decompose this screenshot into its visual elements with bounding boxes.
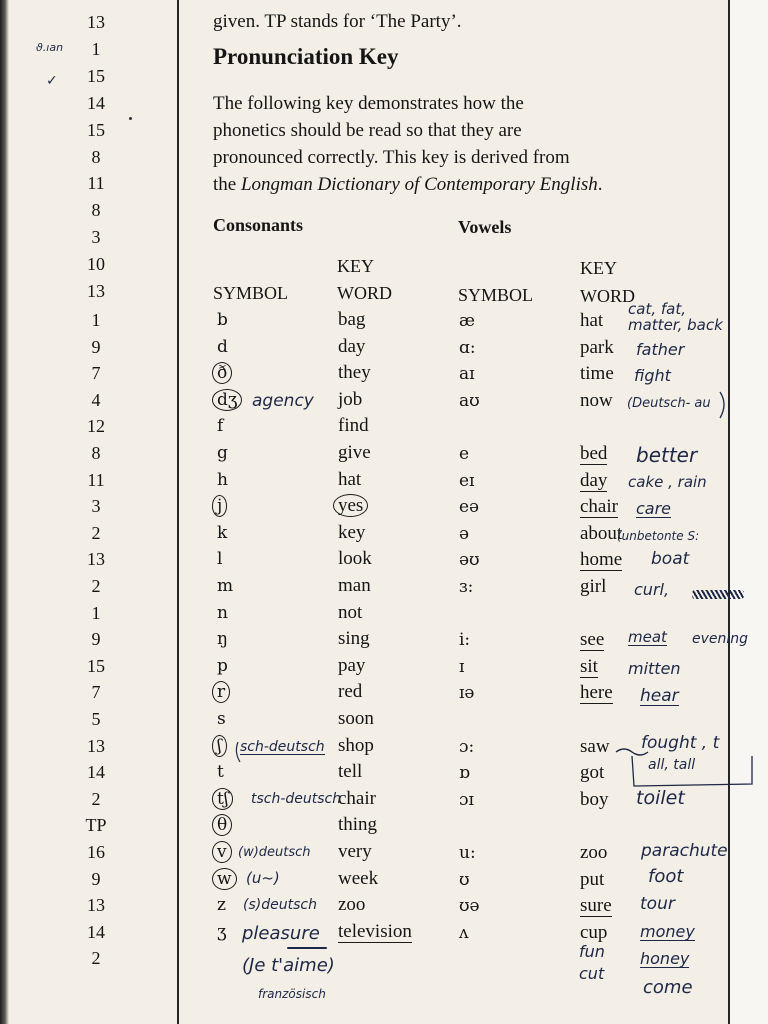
margin-number: 2 — [91, 948, 101, 969]
margin-number: 7 — [91, 363, 101, 384]
vowel-symbol — [459, 550, 480, 570]
consonant-symbol — [217, 762, 224, 782]
consonant-symbol — [217, 869, 237, 889]
vowel-symbol — [459, 338, 476, 358]
vowel-key-word — [580, 630, 604, 650]
vowel-symbol — [459, 737, 474, 757]
vowel-symbol-text: ɜ: — [459, 577, 474, 597]
margin-number: 14 — [87, 762, 105, 783]
margin-number: 2 — [91, 576, 101, 596]
note-parachute: parachute — [641, 841, 728, 861]
margin-number: 10 — [87, 254, 105, 275]
consonant-key-word — [338, 762, 362, 782]
consonants-symbol-header: SYMBOL — [213, 283, 289, 303]
consonant-key-word-text: bag — [338, 309, 366, 330]
vowel-symbol-text: u: — [459, 843, 476, 863]
vowel-symbol — [459, 364, 475, 384]
margin-number: 8 — [91, 200, 101, 221]
consonant-key-word — [338, 895, 365, 915]
note-money: money — [640, 922, 695, 941]
consonant-key-word-text: very — [338, 841, 372, 862]
vowel-symbol-text: ʌ — [459, 922, 469, 943]
consonant-symbol-text: r — [212, 681, 230, 703]
consonant-key-word-text: zoo — [338, 894, 366, 916]
margin-number: 12 — [87, 416, 105, 437]
margin-number: 3 — [91, 227, 101, 248]
vowel-key-word-text: sure — [580, 895, 612, 917]
consonant-key-word — [338, 656, 365, 676]
note-fought: fought , t — [641, 733, 720, 753]
vowel-symbol — [459, 444, 469, 464]
margin-number: 14 — [87, 921, 105, 942]
note-u-tilde: (u~) — [246, 869, 280, 887]
note-come: come — [643, 977, 693, 998]
vowel-symbol-text: ɪə — [459, 683, 475, 704]
consonant-symbol — [217, 922, 227, 942]
note-all-tall: all, tall — [648, 757, 696, 773]
consonant-key-word-text: pay — [338, 654, 366, 676]
consonant-symbol — [217, 443, 228, 463]
consonant-key-word-text: tell — [338, 761, 363, 783]
vowel-key-word-text: time — [580, 363, 614, 385]
vowel-key-word-text: hat — [580, 310, 604, 331]
note-cat-fat: cat, fat, — [628, 300, 686, 318]
margin-number: 15 — [87, 119, 105, 140]
margin-number: 15 — [87, 65, 105, 86]
vowel-key-word-text: got — [580, 762, 605, 784]
vowel-symbol-text: æ — [459, 311, 475, 331]
paragraph-line-4-end: . — [597, 174, 603, 195]
vowels-heading: Vowels — [458, 217, 512, 237]
consonant-symbol-text: f — [217, 416, 224, 437]
margin-number: 2 — [91, 522, 101, 543]
vowel-key-word-text: home — [580, 549, 623, 571]
vowel-symbol — [459, 311, 475, 331]
consonant-key-word — [338, 869, 378, 889]
consonant-key-word — [338, 363, 371, 383]
margin-number: 4 — [91, 389, 101, 410]
consonant-symbol-text: b — [217, 310, 228, 330]
vowel-key-word — [580, 524, 622, 544]
consonant-symbol — [217, 709, 226, 729]
consonant-key-word-text: give — [338, 442, 371, 463]
vowel-key-word — [580, 843, 607, 863]
vowel-symbol — [459, 843, 476, 863]
vowel-key-word — [580, 364, 614, 384]
paragraph-line-1: The following key demonstrates how the — [213, 93, 524, 114]
vowel-key-word-text: now — [580, 389, 613, 411]
consonant-key-word-text: yes — [333, 494, 368, 517]
vowel-symbol-text: ɔɪ — [459, 789, 474, 810]
vowel-key-word-text: here — [580, 682, 613, 704]
vowel-symbol — [459, 630, 470, 650]
margin-number: 13 — [87, 895, 105, 916]
vowel-symbol — [459, 763, 470, 783]
margin-number: 3 — [91, 496, 101, 517]
vowel-symbol-text: aʊ — [459, 390, 480, 411]
note-foot: foot — [648, 866, 684, 887]
consonant-key-word-text: red — [338, 681, 363, 703]
vowel-symbol-text: ɪ — [459, 656, 465, 677]
vowel-symbol — [459, 896, 480, 916]
vowel-key-word-text: park — [580, 336, 614, 358]
note-matter-back: matter, back — [628, 316, 723, 334]
vowel-key-word — [580, 444, 607, 464]
consonant-key-word-text: man — [338, 575, 371, 596]
margin-number: 8 — [91, 443, 101, 463]
vowel-symbol-text: eə — [459, 497, 480, 518]
consonant-symbol — [217, 310, 228, 330]
consonant-key-word — [338, 549, 372, 569]
vowel-key-word-text: chair — [580, 496, 618, 518]
note-w-deutsch: (w)deutsch — [238, 845, 311, 860]
vowel-key-word-text: about — [580, 522, 623, 544]
vowel-symbol — [459, 391, 480, 411]
consonant-symbol-text: z — [217, 895, 226, 916]
consonant-symbol — [217, 736, 227, 756]
note-je-taime: (Je t'aime) — [242, 955, 335, 976]
consonant-symbol-text: t — [217, 762, 224, 783]
consonant-key-word — [338, 922, 412, 942]
note-cut: cut — [579, 964, 605, 983]
margin-number: 5 — [91, 709, 101, 729]
consonant-symbol-text: tʃ — [212, 788, 233, 810]
margin-number: 11 — [87, 173, 105, 194]
vowel-symbol — [459, 497, 479, 517]
page-edge-shadow — [0, 0, 9, 1024]
vowel-symbol-text: ə — [459, 523, 470, 544]
vowel-symbol-text: ʊ — [459, 869, 470, 890]
consonant-symbol — [217, 895, 226, 915]
note-toilet: toilet — [636, 787, 685, 809]
consonant-symbol-text: w — [212, 868, 237, 890]
consonant-symbol-text: s — [217, 709, 226, 729]
paragraph-line-4 — [213, 174, 603, 196]
margin-number: 9 — [91, 629, 101, 650]
vowel-key-word-text: day — [580, 469, 608, 491]
vowel-symbol — [459, 790, 474, 810]
page-title: Pronunciation Key — [213, 44, 399, 69]
note-father: father — [636, 340, 685, 359]
vowel-key-word — [580, 737, 610, 757]
consonants-word-header: WORD — [337, 283, 392, 303]
vowel-key-word — [580, 896, 612, 916]
consonant-symbol-text: ð — [212, 362, 232, 384]
paragraph-line-2: phonetics should be read so that they are — [213, 120, 522, 141]
consonant-symbol — [217, 629, 228, 649]
margin-number: 1 — [91, 602, 101, 623]
consonant-key-word-text: key — [338, 521, 366, 543]
consonant-key-word — [338, 337, 365, 357]
paragraph-line-3: pronounced correctly. This key is derived from — [213, 147, 570, 168]
consonant-symbol-text: dʒ — [212, 389, 242, 411]
dictionary-title: Longman Dictionary of Contemporary English — [240, 174, 598, 195]
vowels-symbol-header: SYMBOL — [458, 285, 534, 305]
consonant-key-word-text: not — [338, 601, 363, 623]
vowel-symbol-text: e — [459, 444, 470, 464]
margin-number: 2 — [91, 788, 101, 809]
margin-number: 1 — [91, 38, 101, 59]
consonant-key-word — [338, 736, 374, 756]
note-tsch-deutsch: tsch-deutsch — [251, 791, 342, 807]
note-honey: honey — [640, 949, 690, 968]
note-meat: meat — [628, 628, 667, 646]
vowel-key-word-text: saw — [580, 735, 610, 757]
consonant-symbol-text: p — [217, 655, 228, 676]
vowels-word-header: WORD — [580, 286, 635, 306]
vowel-key-word — [580, 657, 598, 677]
vowel-key-word — [580, 870, 604, 890]
consonant-key-word — [338, 310, 365, 330]
consonant-key-word-text: job — [338, 388, 363, 410]
note-unbetonte: (unbetonte S: — [617, 529, 700, 543]
vowel-symbol-text: i: — [459, 630, 471, 651]
note-better: better — [636, 443, 698, 467]
margin-number: 13 — [87, 12, 105, 32]
note-deutsch-au: (Deutsch- au — [627, 396, 711, 411]
consonant-symbol-text: l — [217, 549, 223, 570]
note-fight: fight — [634, 366, 671, 385]
consonants-key-label: KEY — [337, 256, 374, 276]
vowel-symbol — [459, 683, 475, 703]
consonant-symbol — [217, 789, 233, 809]
consonant-symbol-text: h — [217, 469, 228, 490]
consonant-symbol — [217, 603, 228, 623]
note-s-deutsch: (s)deutsch — [243, 897, 317, 913]
vowel-key-word-text: zoo — [580, 842, 608, 863]
vowel-symbol-text: əʊ — [459, 550, 480, 571]
vowel-key-word — [580, 923, 607, 943]
consonant-key-word — [338, 496, 368, 516]
note-agency: agency — [252, 391, 314, 411]
vowel-symbol-text: ʊə — [459, 896, 480, 917]
margin-number: 15 — [87, 655, 105, 676]
consonant-key-word — [338, 815, 377, 835]
note-evening: evening — [692, 631, 749, 647]
consonant-symbol — [217, 390, 242, 410]
consonant-key-word-text: soon — [338, 708, 374, 729]
margin-number: 8 — [91, 146, 101, 167]
vowel-symbol-text: ɑ: — [459, 337, 476, 358]
margin-number: 9 — [91, 336, 101, 357]
vowel-key-word-text: boy — [580, 788, 609, 810]
vowel-key-word-text: see — [580, 629, 605, 651]
note-sch-deutsch: sch-deutsch — [240, 739, 325, 755]
margin-number: TP — [85, 815, 107, 836]
vowels-key-label: KEY — [580, 258, 617, 278]
note-tour: tour — [640, 894, 675, 914]
margin-number: 7 — [91, 682, 101, 703]
right-margin — [730, 0, 768, 1024]
consonant-symbol-text: v — [212, 841, 232, 863]
vowel-key-word-text: bed — [580, 443, 608, 464]
note-boat: boat — [651, 549, 690, 569]
margin-number: 1 — [91, 310, 101, 330]
consonant-key-word-text: sing — [338, 628, 370, 650]
consonant-key-word — [338, 842, 372, 862]
consonant-key-word-text: hat — [338, 468, 362, 490]
vowel-symbol — [459, 577, 473, 597]
vowel-key-word-text: girl — [580, 576, 607, 597]
margin-number: 9 — [91, 868, 101, 889]
consonant-key-word — [338, 682, 362, 702]
consonant-key-word — [338, 789, 376, 809]
handwritten-check-mark: ✓ — [46, 73, 58, 89]
ink-dot — [129, 117, 132, 120]
margin-number: 14 — [87, 92, 105, 113]
consonant-key-word — [338, 709, 374, 729]
consonant-key-word-text: shop — [338, 734, 374, 756]
vowel-key-word — [580, 338, 614, 358]
consonant-symbol-text: ʒ — [217, 921, 227, 942]
vowel-key-word-text: put — [580, 868, 605, 890]
note-curl: curl, — [634, 580, 670, 599]
consonant-symbol-text: d — [217, 336, 228, 357]
note-franzoesisch: französisch — [258, 987, 326, 1001]
consonant-key-word — [338, 629, 370, 649]
vowel-key-word — [580, 311, 603, 331]
consonant-symbol-text: θ — [212, 814, 232, 836]
consonant-symbol — [217, 815, 232, 835]
consonant-key-word — [338, 443, 371, 463]
consonant-symbol-text: ŋ — [217, 629, 228, 650]
consonant-symbol-text: ʃ — [212, 735, 227, 757]
handwritten-margin-scribble: ϑ.ıan — [36, 41, 64, 54]
consonant-key-word — [338, 390, 362, 410]
note-mitten: mitten — [628, 659, 681, 678]
consonant-key-word-text: week — [338, 867, 379, 889]
vowel-key-word — [580, 763, 604, 783]
vowel-symbol — [459, 471, 475, 491]
consonant-symbol — [217, 496, 227, 516]
consonant-symbol — [217, 576, 233, 596]
consonant-symbol-text: m — [217, 576, 234, 596]
scribbled-out-word — [692, 590, 744, 599]
paragraph-line-4-start: the — [213, 174, 241, 195]
note-fun: fun — [579, 942, 605, 961]
consonant-key-word — [338, 470, 361, 490]
consonant-symbol-text: k — [217, 522, 228, 543]
margin-number: 16 — [87, 842, 105, 862]
consonant-key-word-text: television — [338, 920, 412, 942]
note-hear: hear — [640, 686, 679, 706]
consonant-key-word-text: look — [338, 548, 372, 570]
vowel-symbol-text: eɪ — [459, 470, 475, 491]
consonant-symbol — [217, 682, 230, 702]
consonant-symbol-text: n — [217, 602, 228, 623]
note-care: care — [636, 499, 672, 518]
consonant-symbol — [217, 842, 232, 862]
now-bracket — [720, 392, 724, 418]
consonant-key-word-text: find — [338, 415, 369, 437]
consonant-key-word-text: day — [338, 335, 366, 357]
consonants-heading: Consonants — [213, 215, 304, 235]
consonant-key-word — [338, 576, 371, 596]
consonant-symbol — [217, 549, 222, 569]
margin-number: 11 — [87, 469, 105, 490]
consonant-symbol — [217, 523, 227, 543]
consonant-symbol — [217, 363, 232, 383]
consonant-symbol — [217, 656, 228, 676]
column-divider-left — [177, 0, 179, 1024]
vowel-key-word — [580, 391, 613, 411]
vowel-symbol — [459, 870, 470, 890]
vowel-symbol — [459, 657, 464, 677]
column-divider-right — [728, 0, 730, 1024]
consonant-symbol — [217, 416, 223, 436]
vowel-key-word — [580, 790, 609, 810]
consonant-symbol — [217, 337, 228, 357]
consonant-key-word — [338, 523, 365, 543]
vowel-symbol-text: ɔ: — [459, 736, 475, 757]
margin-number: 13 — [87, 549, 105, 570]
consonant-symbol — [217, 470, 228, 490]
intro-line: given. TP stands for ‘The Party’. — [213, 11, 462, 32]
consonant-symbol-text: g — [217, 443, 228, 463]
margin-number: 13 — [87, 281, 105, 301]
note-pleasure: pleasure — [242, 923, 320, 944]
consonant-key-word — [338, 416, 369, 436]
consonant-key-word-text: chair — [338, 787, 376, 809]
vowel-symbol-text: aɪ — [459, 364, 475, 385]
vowel-symbol — [459, 524, 469, 544]
vowel-key-word — [580, 550, 622, 570]
pleasure-underline — [287, 947, 327, 949]
consonant-key-word-text: they — [338, 362, 371, 384]
vowel-key-word-text: cup — [580, 921, 608, 943]
vowel-symbol-text: ɒ — [459, 763, 470, 784]
vowel-symbol — [459, 923, 469, 943]
vowel-key-word — [580, 497, 618, 517]
consonant-key-word — [338, 603, 362, 623]
consonant-key-word-text: thing — [338, 814, 378, 836]
consonant-symbol-text: j — [212, 495, 227, 517]
vowel-key-word — [580, 471, 607, 491]
vowel-key-word — [580, 577, 606, 597]
vowel-key-word — [580, 683, 613, 703]
margin-number: 13 — [87, 735, 105, 756]
vowel-key-word-text: sit — [580, 655, 598, 677]
note-cake-rain: cake , rain — [628, 473, 707, 491]
